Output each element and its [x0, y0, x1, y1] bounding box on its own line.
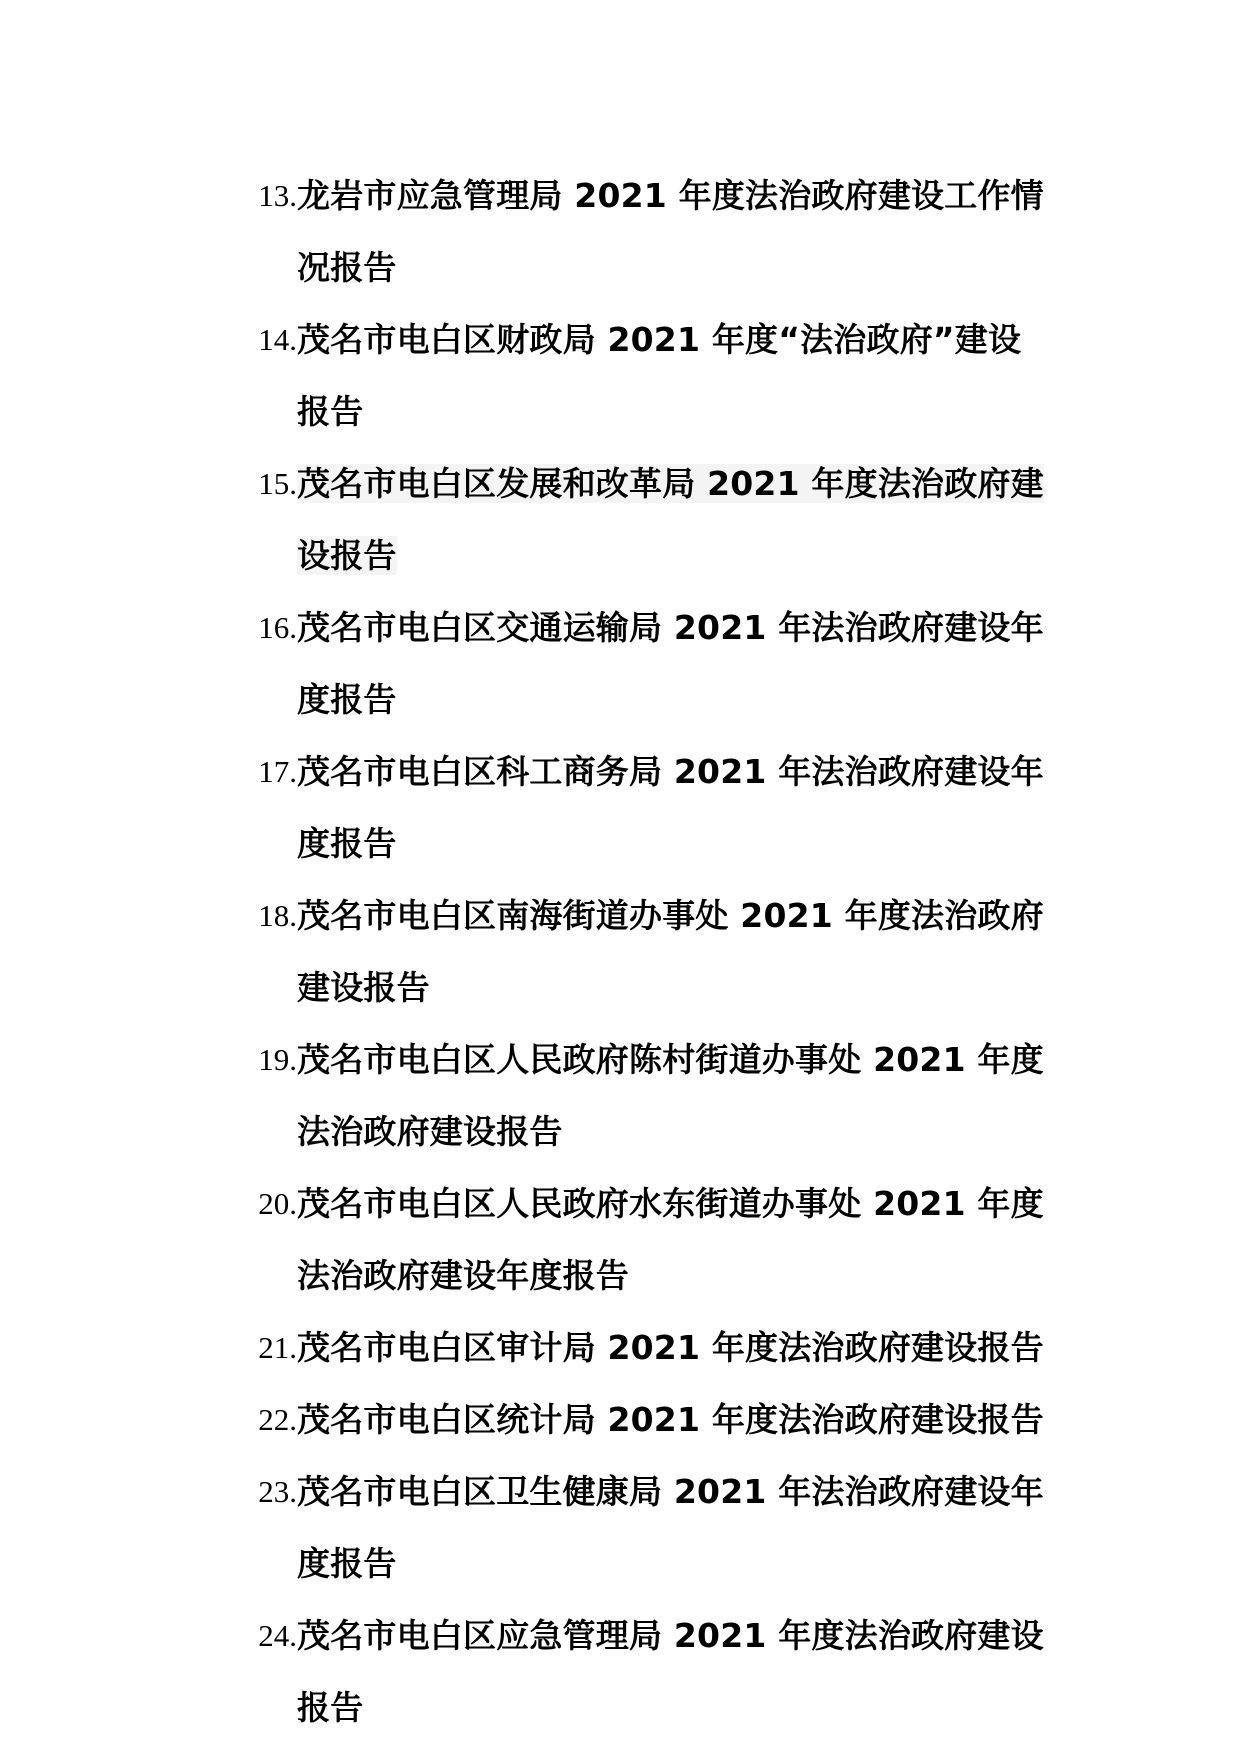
- list-item: [250, 1027, 1050, 1171]
- item-number: 17.: [258, 754, 297, 789]
- item-number: 18.: [258, 898, 297, 933]
- item-number: 24.: [258, 1618, 297, 1653]
- item-title: 茂名市电白区科工商务局 2021 年法治政府建设年度报告: [297, 752, 1044, 863]
- item-title: 茂名市电白区财政局 2021 年度“法治政府”建设报告: [297, 320, 1022, 431]
- item-number: 13.: [258, 178, 297, 213]
- item-title: 茂名市电白区审计局 2021 年度法治政府建设报告: [297, 1328, 1044, 1367]
- list-item: [250, 739, 1050, 883]
- list-item: [250, 1387, 1050, 1459]
- list-item: [250, 595, 1050, 739]
- list-item: [250, 1315, 1050, 1387]
- item-title: 茂名市电白区发展和改革局 2021 年度法治政府建设报告: [297, 464, 1044, 575]
- item-title: 茂名市电白区统计局 2021 年度法治政府建设报告: [297, 1400, 1044, 1439]
- list-item: [250, 163, 1050, 307]
- list-item: [250, 1459, 1050, 1603]
- item-number: 19.: [258, 1042, 297, 1077]
- item-number: 20.: [258, 1186, 297, 1221]
- item-number: 15.: [258, 466, 297, 501]
- item-title: 龙岩市应急管理局 2021 年度法治政府建设工作情况报告: [297, 176, 1044, 287]
- item-title: 茂名市电白区交通运输局 2021 年法治政府建设年度报告: [297, 608, 1044, 719]
- report-list: [250, 163, 1050, 1747]
- item-title: 茂名市电白区人民政府陈村街道办事处 2021 年度法治政府建设报告: [297, 1040, 1044, 1151]
- item-number: 14.: [258, 322, 297, 357]
- list-item: [250, 883, 1050, 1027]
- list-item: [250, 307, 1050, 451]
- item-title: 茂名市电白区应急管理局 2021 年度法治政府建设报告: [297, 1616, 1044, 1727]
- list-item: [250, 1603, 1050, 1747]
- item-title: 茂名市电白区卫生健康局 2021 年法治政府建设年度报告: [297, 1472, 1044, 1583]
- item-title: 茂名市电白区人民政府水东街道办事处 2021 年度法治政府建设年度报告: [297, 1184, 1044, 1295]
- list-item: [250, 451, 1050, 595]
- list-item: [250, 1171, 1050, 1315]
- item-number: 21.: [258, 1330, 297, 1365]
- item-number: 16.: [258, 610, 297, 645]
- item-number: 23.: [258, 1474, 297, 1509]
- item-number: 22.: [258, 1402, 297, 1437]
- item-title: 茂名市电白区南海街道办事处 2021 年度法治政府建设报告: [297, 896, 1044, 1007]
